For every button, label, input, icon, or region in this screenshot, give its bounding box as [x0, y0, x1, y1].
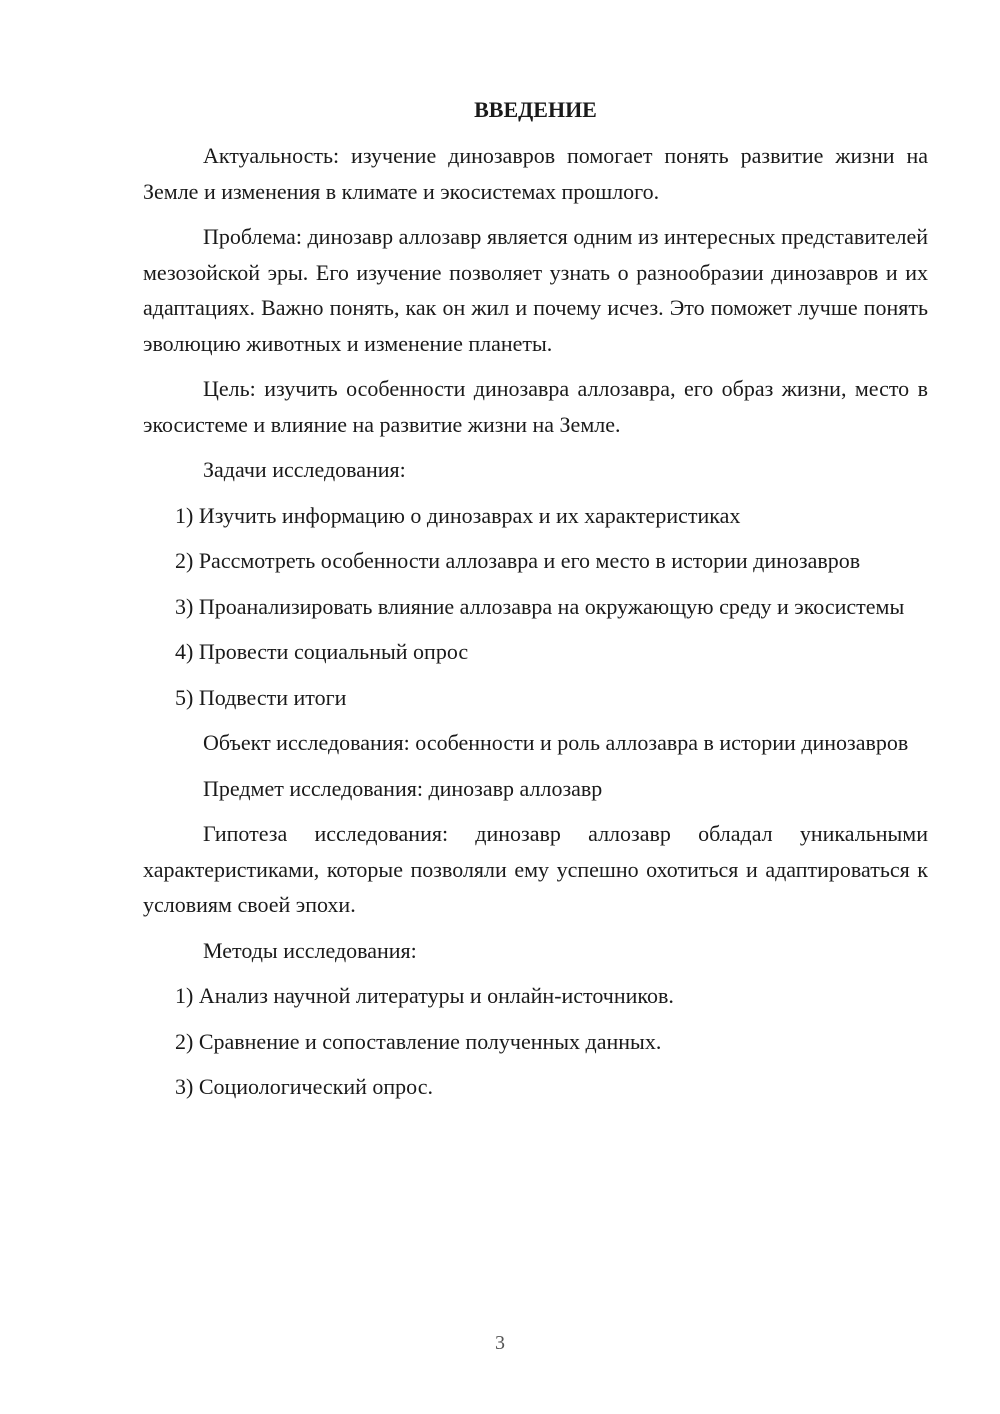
relevance-paragraph: Актуальность: изучение динозавров помогает понять развитие жизни на Земле и изменения в климате и экосистемах прошлого. [143, 143, 928, 204]
task-item: 2) Рассмотреть особенности аллозавра и его место в истории динозавров [175, 548, 861, 573]
section-title: ВВЕДЕНИЕ [474, 97, 597, 122]
document-page [143, 94, 928, 1115]
task-item: 3) Проанализировать влияние аллозавра на окружающую среду и экосистемы [175, 593, 905, 619]
method-item: 1) Анализ научной литературы и онлайн-источников. [175, 983, 674, 1008]
task-item: 1) Изучить информацию о динозаврах и их характеристиках [175, 502, 741, 528]
hypothesis-paragraph: Гипотеза исследования: динозавр аллозавр обладал уникальными характеристиками, которые позволяли ему успешно охотиться и адаптироваться к условиям своей эпохи. [143, 821, 928, 917]
task-item: 5) Подвести итоги [175, 684, 347, 710]
method-item: 2) Сравнение и сопоставление полученных данных. [175, 1028, 662, 1054]
object-paragraph: Объект исследования: особенности и роль аллозавра в истории динозавров [203, 730, 909, 755]
tasks-heading: Задачи исследования: [203, 457, 406, 482]
task-item: 4) Провести социальный опрос [175, 639, 469, 664]
method-item: 3) Социологический опрос. [175, 1074, 433, 1099]
methods-heading: Методы исследования: [203, 937, 417, 963]
problem-paragraph: Проблема: динозавр аллозавр является одним из интересных представителей мезозойской эры. Его изучение позволяет узнать о разнообразии динозавров и их адаптациях. Важно понять, как он жил и почему исчез. Это поможет лучше понять эволюцию животных и изменение планеты. [143, 224, 928, 356]
subject-paragraph: Предмет исследования: динозавр аллозавр [203, 775, 603, 801]
page-number: 3 [495, 1332, 505, 1354]
goal-paragraph: Цель: изучить особенности динозавра аллозавра, его образ жизни, место в экосистеме и влияние на развитие жизни на Земле. [143, 376, 928, 437]
